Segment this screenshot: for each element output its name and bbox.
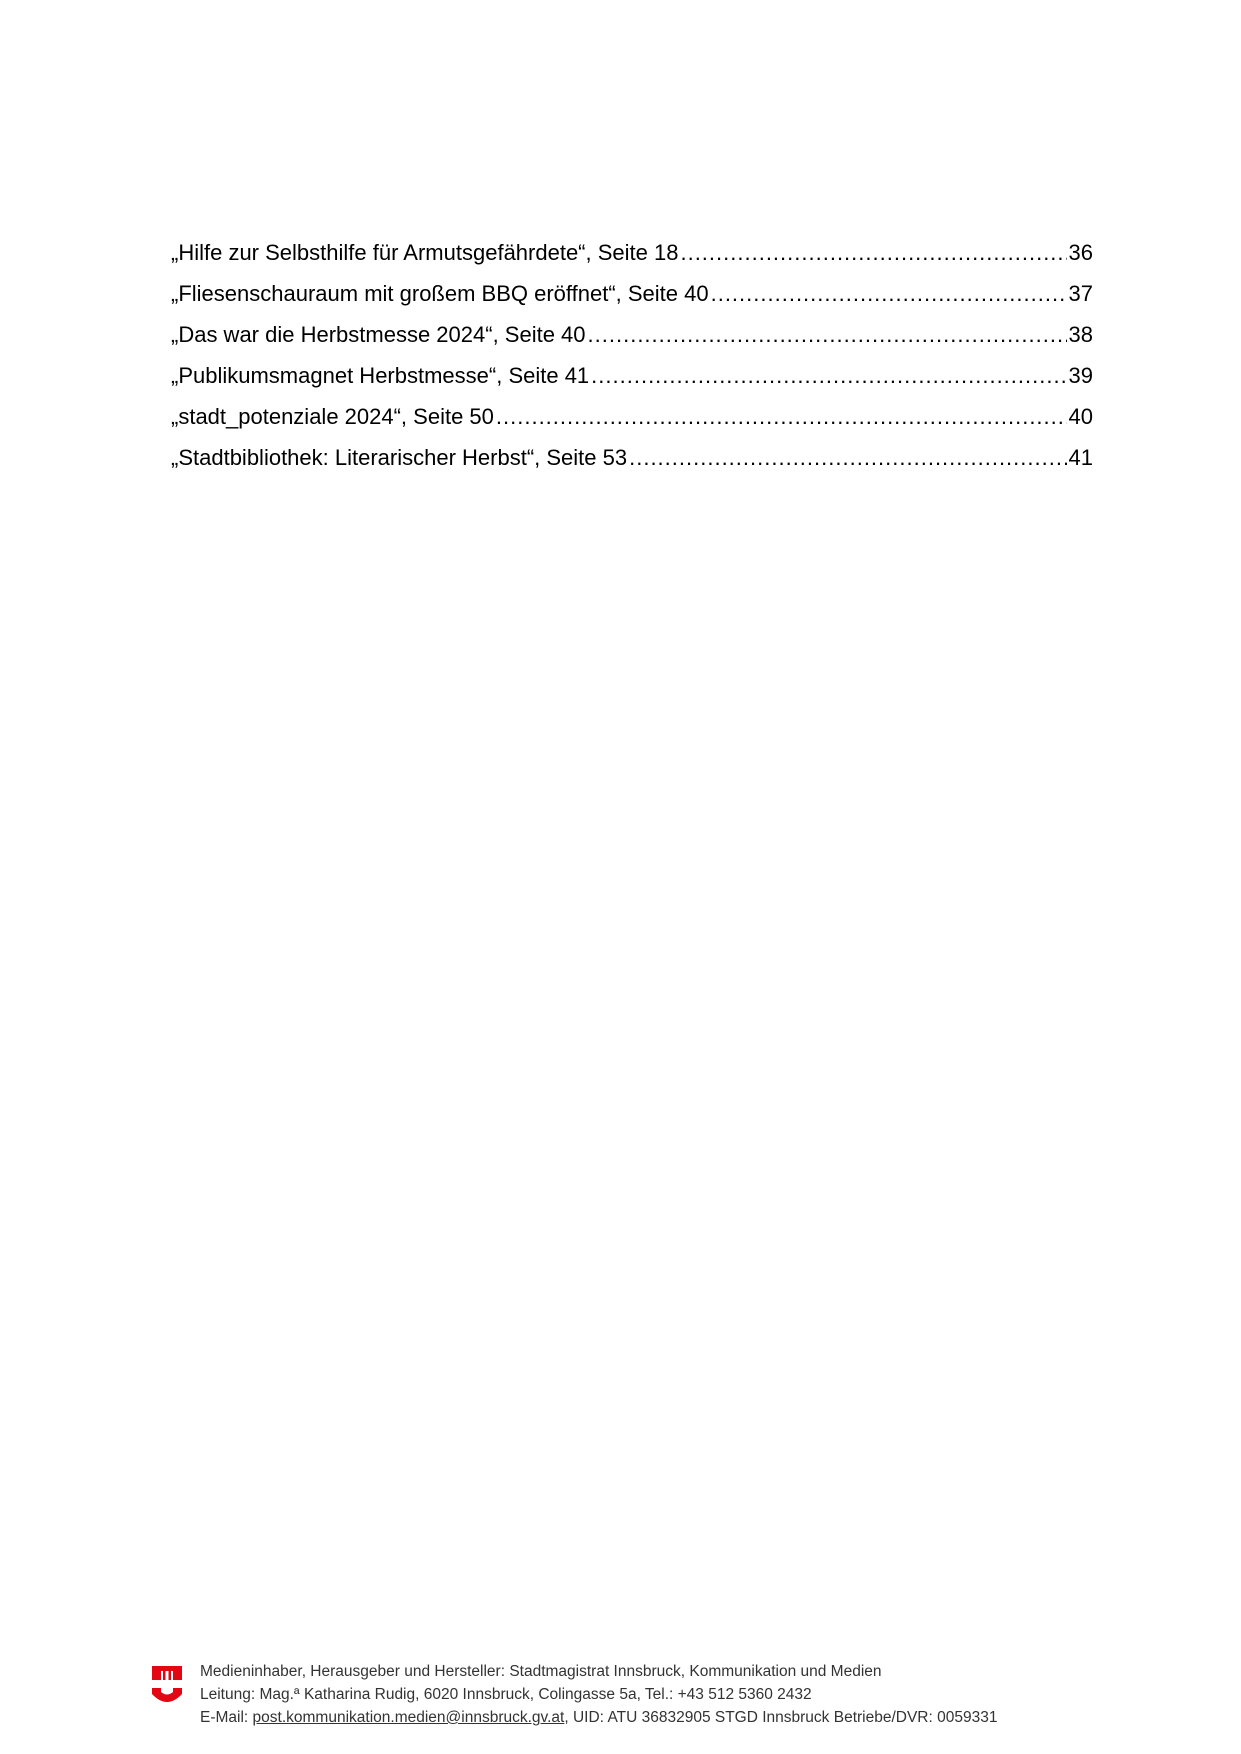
toc-dot-leader [680,232,1066,273]
email-label: E-Mail: [200,1709,253,1726]
table-of-contents [171,232,1093,478]
toc-entry-page: 37 [1068,281,1093,306]
imprint-management: Leitung: Mag.ª Katharina Rudig, 6020 Innsbruck, Colingasse 5a, Tel.: +43 512 5360 2432 [200,1686,812,1703]
page-footer [150,1660,1110,1729]
toc-entry[interactable] [171,396,1093,437]
toc-entry-title: „stadt_potenziale 2024“, Seite 50 [171,404,494,429]
toc-dot-leader [591,355,1066,396]
toc-dot-leader [711,273,1067,314]
imprint-ids: , UID: ATU 36832905 STGD Innsbruck Betriebe/DVR: 0059331 [564,1709,998,1726]
toc-entry-page: 41 [1068,445,1093,470]
toc-entry-title: „Publikumsmagnet Herbstmesse“, Seite 41 [171,363,590,388]
toc-dot-leader [496,396,1067,437]
toc-entry[interactable] [171,437,1093,478]
imprint-text [200,1660,997,1729]
toc-entry-title: „Hilfe zur Selbsthilfe für Armutsgefährdete“, Seite 18 [171,240,679,265]
toc-entry[interactable] [171,314,1093,355]
email-link[interactable]: post.kommunikation.medien@innsbruck.gv.at [252,1709,565,1726]
imprint-publisher: Medieninhaber, Herausgeber und Hersteller: Stadtmagistrat Innsbruck, Kommunikation und Medien [200,1663,882,1680]
toc-entry-page: 40 [1068,404,1093,429]
toc-entry[interactable] [171,232,1093,273]
toc-dot-leader [629,437,1066,478]
toc-dot-leader [588,314,1067,355]
toc-entry-page: 36 [1068,240,1093,265]
innsbruck-logo-icon [150,1664,184,1708]
toc-entry-title: „Fliesenschauraum mit großem BBQ eröffnet“, Seite 40 [171,281,709,306]
toc-entry-title: „Das war die Herbstmesse 2024“, Seite 40 [171,322,586,347]
toc-entry-page: 39 [1068,363,1093,388]
imprint-contact [200,1706,997,1729]
toc-entry[interactable] [171,355,1093,396]
toc-entry[interactable] [171,273,1093,314]
toc-entry-title: „Stadtbibliothek: Literarischer Herbst“, Seite 53 [171,445,628,470]
toc-entry-page: 38 [1068,322,1093,347]
